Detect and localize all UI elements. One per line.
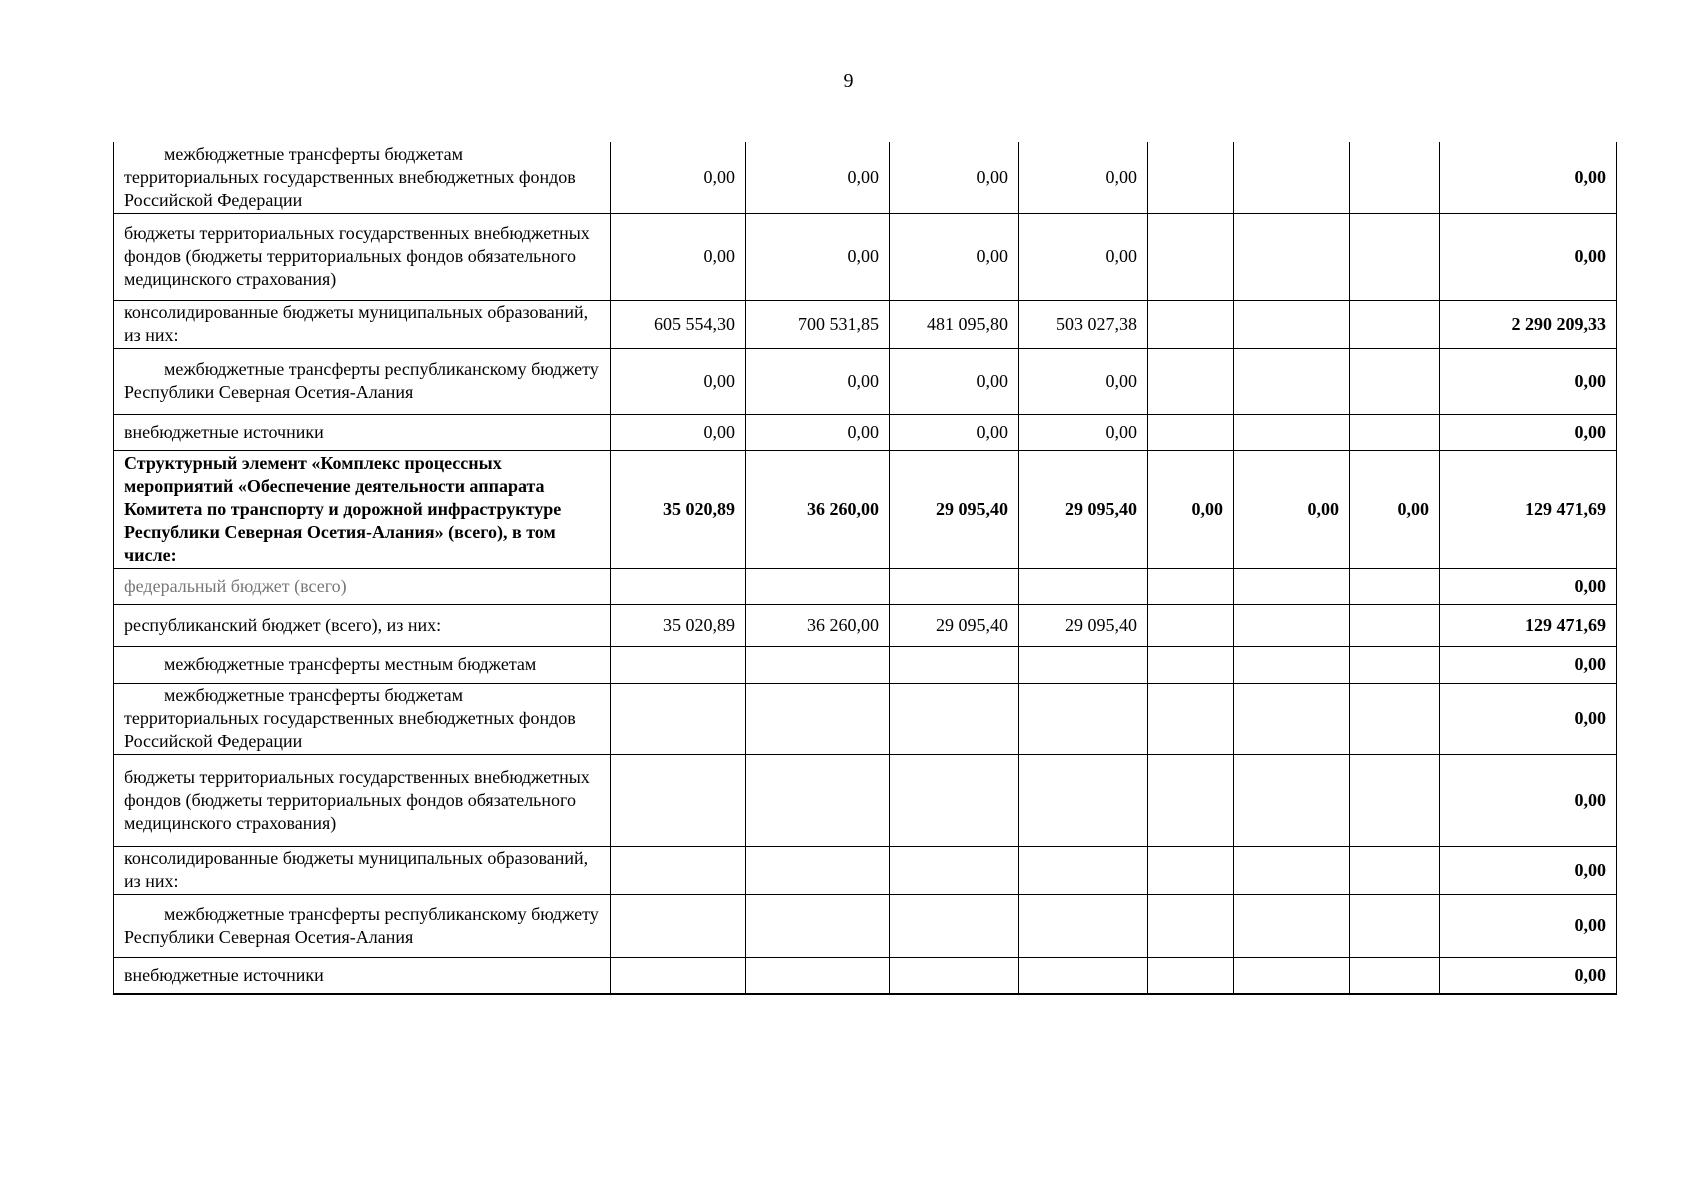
value-cell bbox=[1350, 846, 1440, 894]
value-cell: 0,00 bbox=[611, 213, 746, 300]
total-cell: 0,00 bbox=[1440, 957, 1617, 994]
value-cell bbox=[1234, 894, 1350, 957]
value-cell bbox=[611, 846, 746, 894]
value-cell: 29 095,40 bbox=[890, 604, 1019, 646]
value-cell: 0,00 bbox=[890, 348, 1019, 414]
total-cell: 0,00 bbox=[1440, 646, 1617, 683]
row-label: межбюджетные трансферты бюджетам территориальных государственных внебюджетных фондов Российской Федерации bbox=[114, 142, 611, 213]
value-cell bbox=[746, 683, 890, 754]
row-label: консолидированные бюджеты муниципальных образований, из них: bbox=[114, 300, 611, 348]
value-cell bbox=[1350, 414, 1440, 450]
value-cell bbox=[1019, 646, 1148, 683]
value-cell: 0,00 bbox=[1019, 414, 1148, 450]
table-row bbox=[114, 213, 1617, 300]
value-cell: 0,00 bbox=[1019, 348, 1148, 414]
value-cell bbox=[1350, 568, 1440, 604]
value-cell: 36 260,00 bbox=[746, 604, 890, 646]
value-cell: 0,00 bbox=[890, 213, 1019, 300]
value-cell bbox=[1350, 300, 1440, 348]
table-row bbox=[114, 414, 1617, 450]
value-cell: 29 095,40 bbox=[1019, 604, 1148, 646]
row-label: межбюджетные трансферты местным бюджетам bbox=[114, 646, 611, 683]
table-row bbox=[114, 957, 1617, 994]
value-cell bbox=[890, 894, 1019, 957]
total-cell: 0,00 bbox=[1440, 568, 1617, 604]
value-cell bbox=[1148, 142, 1234, 213]
value-cell: 29 095,40 bbox=[890, 450, 1019, 568]
value-cell bbox=[1234, 604, 1350, 646]
value-cell bbox=[1148, 683, 1234, 754]
row-label: федеральный бюджет (всего) bbox=[114, 568, 611, 604]
value-cell bbox=[1350, 604, 1440, 646]
value-cell: 0,00 bbox=[611, 414, 746, 450]
value-cell bbox=[890, 683, 1019, 754]
value-cell bbox=[890, 846, 1019, 894]
total-cell: 0,00 bbox=[1440, 414, 1617, 450]
value-cell: 0,00 bbox=[890, 414, 1019, 450]
value-cell bbox=[1019, 894, 1148, 957]
value-cell bbox=[1019, 754, 1148, 846]
row-label: Структурный элемент «Комплекс процессных мероприятий «Обеспечение деятельности аппарата Комитета по транспорту и дорожной инфраструктуре Республики Северная Осетия-Алания» (всего), в том числе: bbox=[114, 450, 611, 568]
value-cell: 36 260,00 bbox=[746, 450, 890, 568]
value-cell bbox=[1234, 957, 1350, 994]
value-cell bbox=[1234, 646, 1350, 683]
value-cell: 0,00 bbox=[890, 142, 1019, 213]
table-row bbox=[114, 894, 1617, 957]
value-cell bbox=[1234, 683, 1350, 754]
value-cell bbox=[890, 568, 1019, 604]
value-cell: 481 095,80 bbox=[890, 300, 1019, 348]
total-cell: 0,00 bbox=[1440, 213, 1617, 300]
value-cell bbox=[1234, 414, 1350, 450]
value-cell bbox=[746, 568, 890, 604]
value-cell bbox=[746, 894, 890, 957]
total-cell: 0,00 bbox=[1440, 846, 1617, 894]
table-body bbox=[114, 142, 1617, 994]
value-cell bbox=[1350, 348, 1440, 414]
row-label: внебюджетные источники bbox=[114, 957, 611, 994]
value-cell: 0,00 bbox=[611, 348, 746, 414]
value-cell bbox=[1148, 568, 1234, 604]
total-cell: 0,00 bbox=[1440, 894, 1617, 957]
value-cell: 29 095,40 bbox=[1019, 450, 1148, 568]
value-cell bbox=[1350, 957, 1440, 994]
value-cell bbox=[611, 568, 746, 604]
value-cell: 0,00 bbox=[1019, 213, 1148, 300]
table-row bbox=[114, 646, 1617, 683]
value-cell bbox=[1148, 348, 1234, 414]
value-cell bbox=[1019, 568, 1148, 604]
value-cell: 0,00 bbox=[746, 348, 890, 414]
value-cell bbox=[1350, 646, 1440, 683]
value-cell bbox=[746, 646, 890, 683]
table-row bbox=[114, 846, 1617, 894]
value-cell bbox=[1234, 213, 1350, 300]
value-cell: 0,00 bbox=[1350, 450, 1440, 568]
value-cell bbox=[1350, 754, 1440, 846]
value-cell bbox=[1019, 957, 1148, 994]
value-cell: 503 027,38 bbox=[1019, 300, 1148, 348]
value-cell: 0,00 bbox=[746, 414, 890, 450]
row-label: внебюджетные источники bbox=[114, 414, 611, 450]
value-cell: 605 554,30 bbox=[611, 300, 746, 348]
total-cell: 2 290 209,33 bbox=[1440, 300, 1617, 348]
table-row bbox=[114, 142, 1617, 213]
value-cell bbox=[1350, 894, 1440, 957]
value-cell bbox=[611, 957, 746, 994]
value-cell bbox=[611, 646, 746, 683]
value-cell bbox=[746, 846, 890, 894]
row-label: межбюджетные трансферты республиканскому бюджету Республики Северная Осетия-Алания bbox=[114, 894, 611, 957]
value-cell: 0,00 bbox=[1234, 450, 1350, 568]
value-cell bbox=[1019, 683, 1148, 754]
row-label: консолидированные бюджеты муниципальных образований, из них: bbox=[114, 846, 611, 894]
row-label: межбюджетные трансферты республиканскому бюджету Республики Северная Осетия-Алания bbox=[114, 348, 611, 414]
value-cell bbox=[1148, 604, 1234, 646]
total-cell: 0,00 bbox=[1440, 142, 1617, 213]
value-cell: 0,00 bbox=[611, 142, 746, 213]
value-cell bbox=[1148, 646, 1234, 683]
value-cell bbox=[1234, 348, 1350, 414]
value-cell bbox=[890, 754, 1019, 846]
value-cell: 0,00 bbox=[1148, 450, 1234, 568]
total-cell: 129 471,69 bbox=[1440, 604, 1617, 646]
total-cell: 129 471,69 bbox=[1440, 450, 1617, 568]
value-cell bbox=[1019, 846, 1148, 894]
row-label: республиканский бюджет (всего), из них: bbox=[114, 604, 611, 646]
page-number: 9 bbox=[843, 70, 854, 92]
total-cell: 0,00 bbox=[1440, 683, 1617, 754]
value-cell bbox=[1148, 300, 1234, 348]
value-cell bbox=[1148, 213, 1234, 300]
value-cell bbox=[611, 683, 746, 754]
value-cell bbox=[1350, 142, 1440, 213]
budget-table bbox=[113, 142, 1617, 995]
value-cell bbox=[890, 646, 1019, 683]
value-cell bbox=[1234, 846, 1350, 894]
table-row bbox=[114, 568, 1617, 604]
value-cell bbox=[611, 754, 746, 846]
row-label: межбюджетные трансферты бюджетам территориальных государственных внебюджетных фондов Российской Федерации bbox=[114, 683, 611, 754]
value-cell bbox=[1350, 213, 1440, 300]
value-cell bbox=[1234, 568, 1350, 604]
value-cell: 0,00 bbox=[746, 142, 890, 213]
value-cell bbox=[1234, 142, 1350, 213]
value-cell bbox=[746, 754, 890, 846]
value-cell: 35 020,89 bbox=[611, 450, 746, 568]
value-cell bbox=[1148, 957, 1234, 994]
value-cell bbox=[1148, 846, 1234, 894]
row-label: бюджеты территориальных государственных внебюджетных фондов (бюджеты территориальных фондов обязательного медицинского страхования) bbox=[114, 754, 611, 846]
total-cell: 0,00 bbox=[1440, 348, 1617, 414]
table-row bbox=[114, 604, 1617, 646]
row-label: бюджеты территориальных государственных внебюджетных фондов (бюджеты территориальных фондов обязательного медицинского страхования) bbox=[114, 213, 611, 300]
value-cell bbox=[1148, 414, 1234, 450]
value-cell: 35 020,89 bbox=[611, 604, 746, 646]
value-cell bbox=[1350, 683, 1440, 754]
table-row bbox=[114, 754, 1617, 846]
value-cell bbox=[1148, 754, 1234, 846]
table-row bbox=[114, 300, 1617, 348]
value-cell bbox=[1148, 894, 1234, 957]
value-cell: 0,00 bbox=[746, 213, 890, 300]
total-cell: 0,00 bbox=[1440, 754, 1617, 846]
value-cell bbox=[1234, 300, 1350, 348]
value-cell: 0,00 bbox=[1019, 142, 1148, 213]
table-row bbox=[114, 683, 1617, 754]
table-row bbox=[114, 450, 1617, 568]
value-cell: 700 531,85 bbox=[746, 300, 890, 348]
value-cell bbox=[890, 957, 1019, 994]
table-row bbox=[114, 348, 1617, 414]
value-cell bbox=[746, 957, 890, 994]
value-cell bbox=[611, 894, 746, 957]
value-cell bbox=[1234, 754, 1350, 846]
